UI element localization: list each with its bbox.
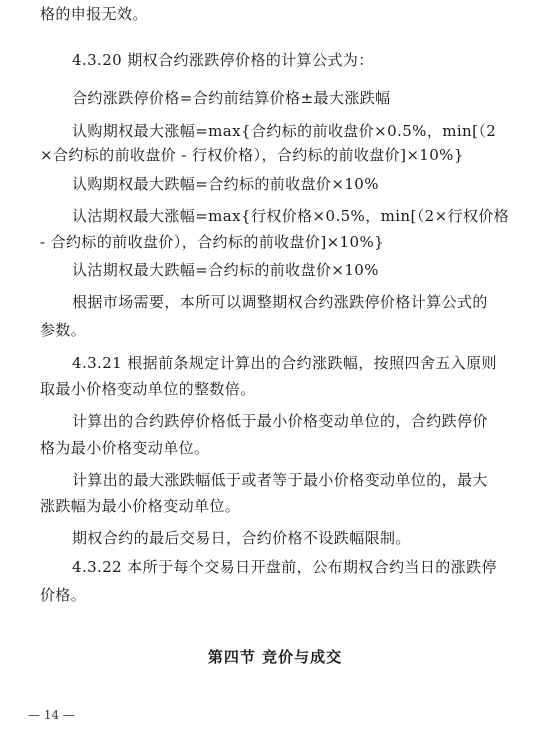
- text-line-2: 4.3.20 期权合约涨跌停价格的计算公式为：: [72, 51, 374, 69]
- text-line-18: 期权合约的最后交易日，合约价格不设跌幅限制。: [72, 529, 411, 547]
- text-line-8: - 合约标的前收盘价），合约标的前收盘价]×10%}: [40, 233, 385, 251]
- text-line-6: 认购期权最大跌幅=合约标的前收盘价×10%: [72, 175, 379, 193]
- text-line-20: 价格。: [40, 586, 87, 604]
- text-line-19: 4.3.22 本所于每个交易日开盘前，公布期权合约当日的涨跌停: [72, 558, 497, 576]
- text-line-5: ×合约标的前收盘价 - 行权价格），合约标的前收盘价]×10%}: [40, 146, 464, 164]
- text-line-14: 计算出的合约跌停价格低于最小价格变动单位的，合约跌停价: [72, 412, 488, 430]
- text-line-1: 格的申报无效。: [40, 5, 148, 23]
- text-line-9: 认沽期权最大跌幅=合约标的前收盘价×10%: [72, 261, 379, 279]
- text-line-17: 涨跌幅为最小价格变动单位。: [40, 497, 241, 515]
- text-line-4: 认购期权最大涨幅=max{合约标的前收盘价×0.5%，min[（2: [72, 122, 497, 140]
- text-line-3: 合约涨跌停价格=合约前结算价格±最大涨跌幅: [72, 89, 391, 107]
- section-heading: 第四节 竞价与成交: [207, 648, 343, 666]
- text-line-16: 计算出的最大涨跌幅低于或者等于最小价格变动单位的，最大: [72, 471, 488, 489]
- text-line-7: 认沽期权最大涨幅=max{行权价格×0.5%，min[（2×行权价格: [72, 207, 510, 225]
- text-line-12: 4.3.21 根据前条规定计算出的合约涨跌幅，按照四舍五入原则: [72, 354, 497, 372]
- text-line-15: 格为最小价格变动单位。: [40, 439, 210, 457]
- text-line-11: 参数。: [40, 321, 87, 339]
- text-line-13: 取最小价格变动单位的整数倍。: [40, 380, 256, 398]
- text-line-10: 根据市场需要，本所可以调整期权合约涨跌停价格计算公式的: [72, 293, 488, 311]
- page-number: — 14 —: [28, 708, 75, 722]
